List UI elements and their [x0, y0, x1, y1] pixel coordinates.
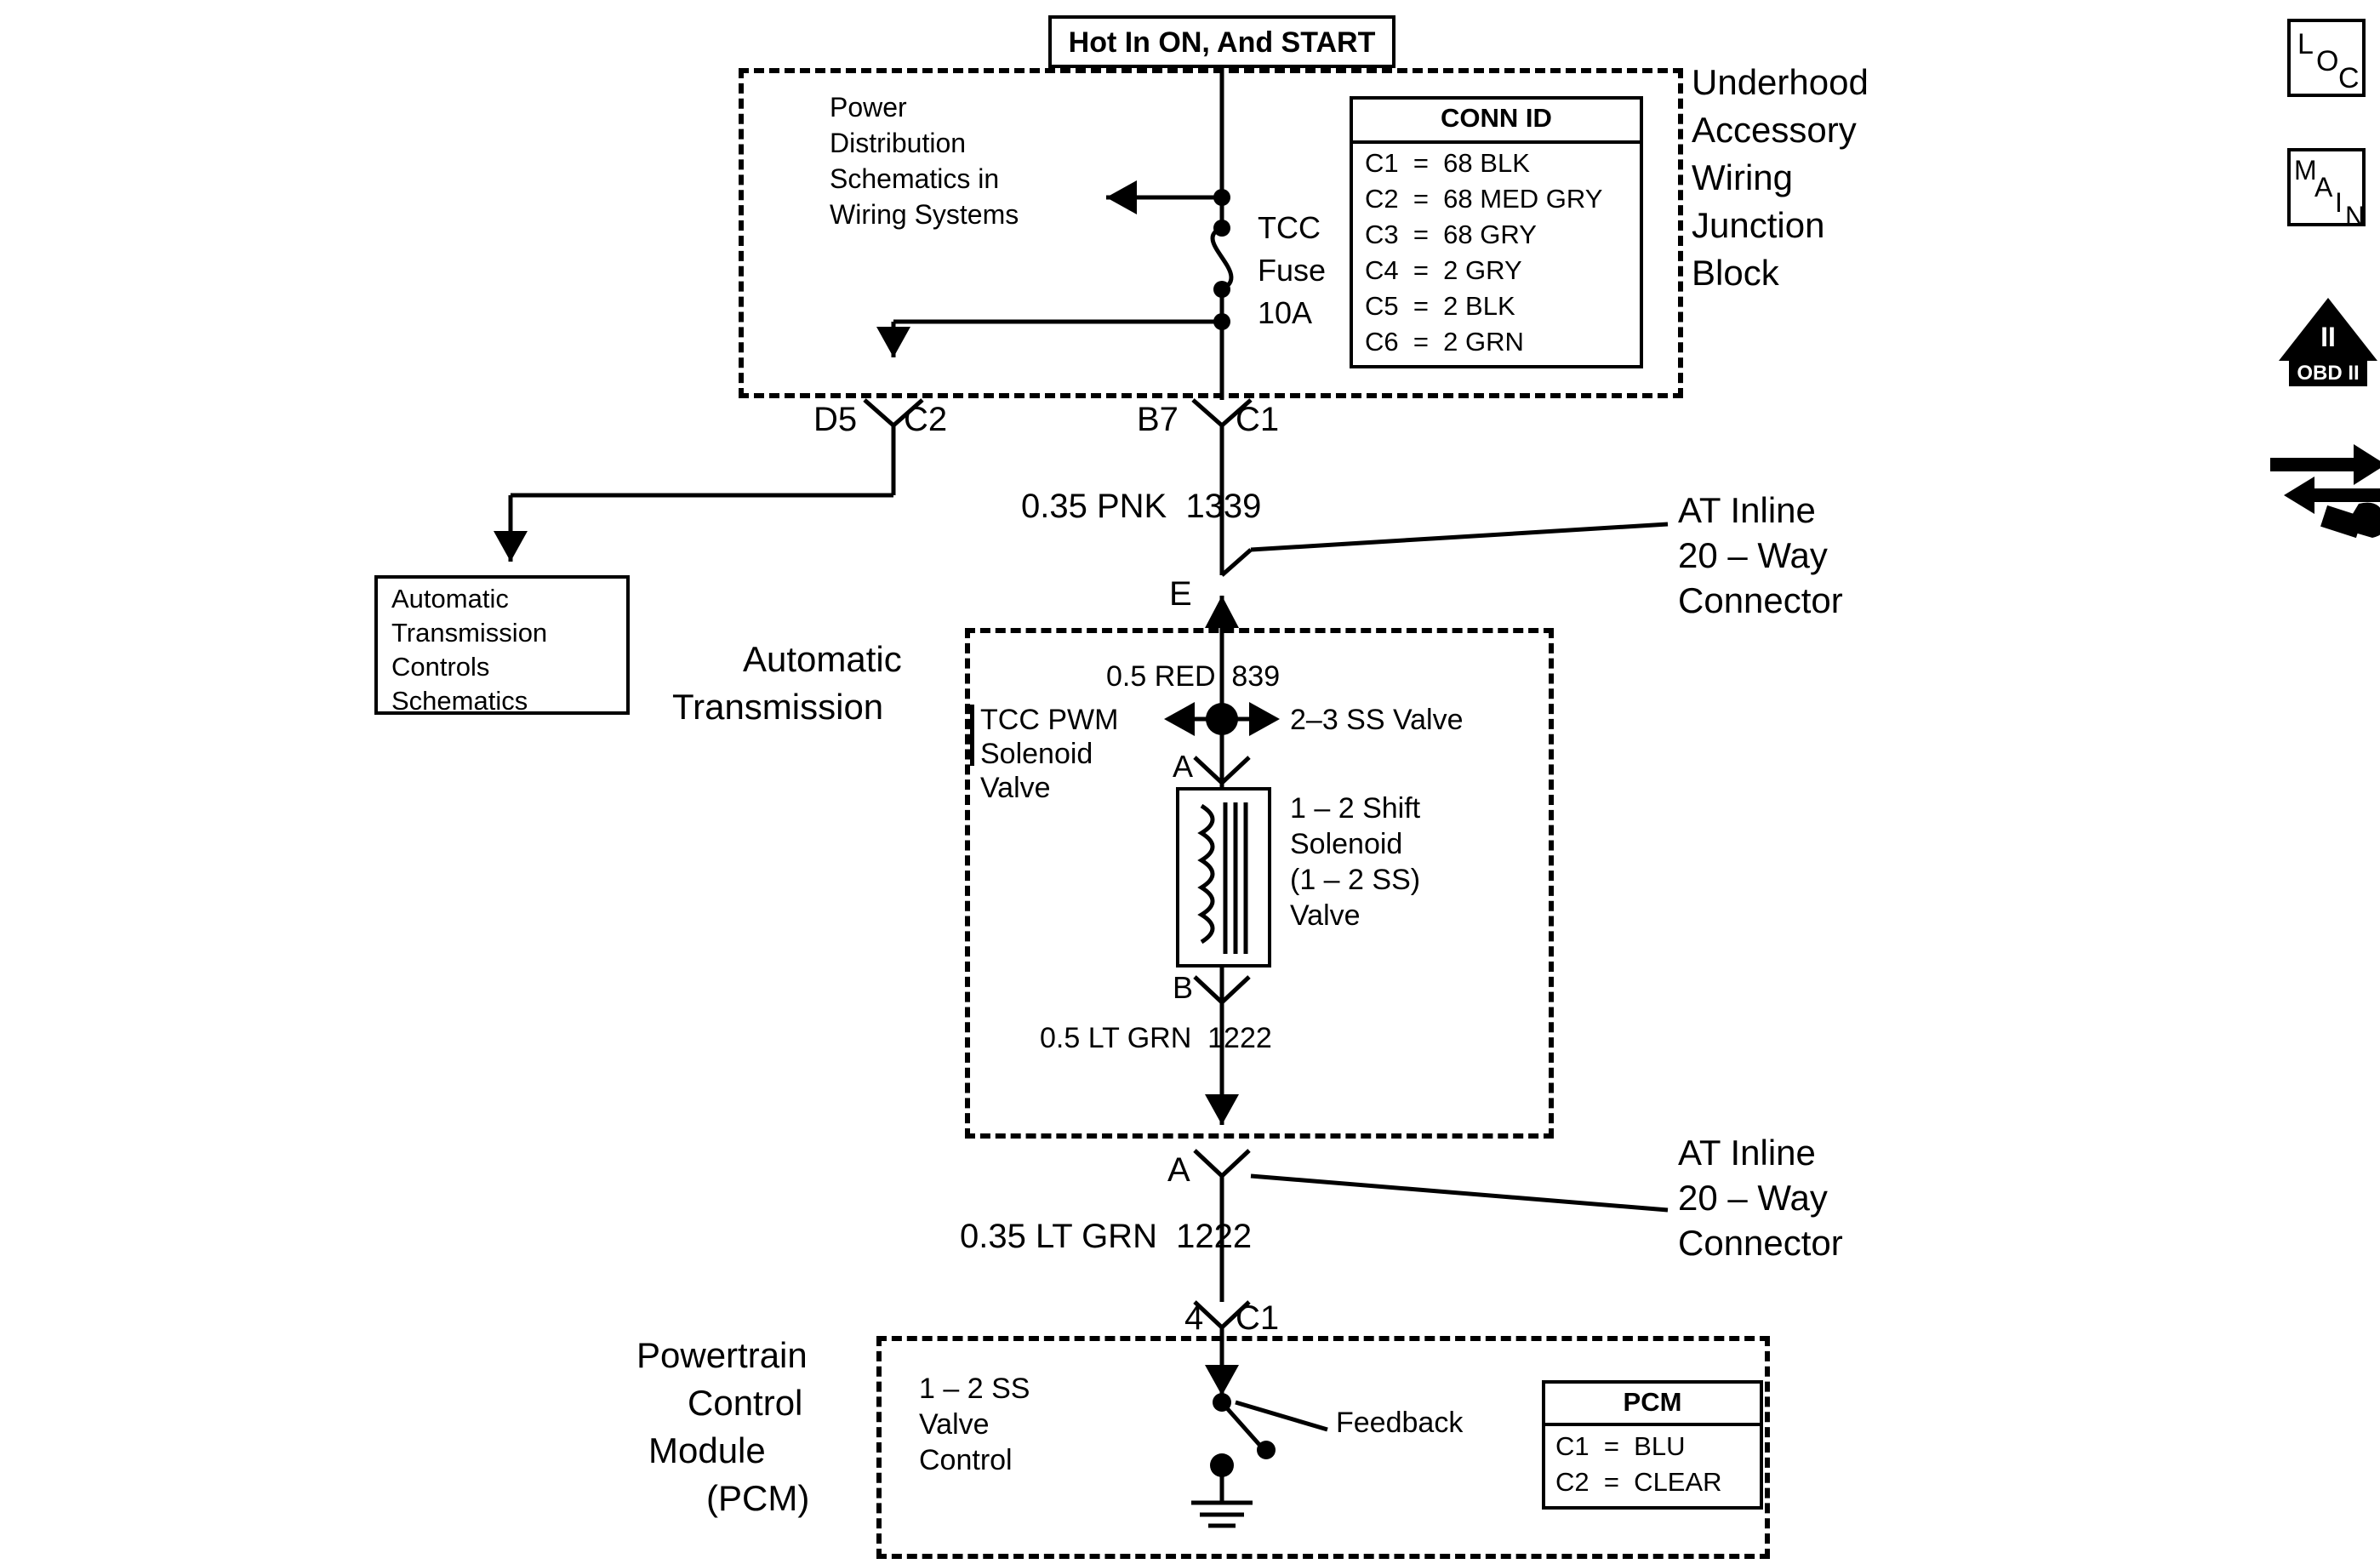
tcc-fuse-type: Fuse [1258, 253, 1327, 288]
solenoid-label-line-2: Solenoid [1290, 828, 1403, 860]
underhood-title-line-1: Underhood [1692, 62, 1869, 102]
at-inline-top-line-1: AT Inline [1678, 490, 1816, 530]
loc-icon-letter-l: L [2297, 28, 2314, 60]
main-icon-letter-m: M [2294, 155, 2317, 186]
underhood-title-line-3: Wiring [1692, 157, 1794, 197]
solenoid-label-line-3: (1 – 2 SS) [1290, 864, 1421, 896]
pcm-control-line-1: 1 – 2 SS [919, 1373, 1030, 1405]
tcc-pwm-line-1: TCC PWM [980, 704, 1119, 736]
main-icon-letter-i: I [2335, 187, 2343, 218]
main-icon-letter-a: A [2314, 172, 2333, 203]
underhood-title-line-4: Junction [1692, 205, 1825, 245]
at-inline-top-line-3: Connector [1678, 580, 1843, 620]
conn-c2-label: C2 [904, 401, 948, 438]
main-icon-letter-n: N [2345, 201, 2366, 231]
ss-valve-label: 2–3 SS Valve [1290, 704, 1464, 736]
tcc-pwm-line-2: Solenoid [980, 738, 1093, 770]
loc-icon-letter-c: C [2338, 62, 2360, 94]
at-inline-bottom-line-2: 20 – Way [1678, 1178, 1828, 1218]
pcm-control-line-2: Valve [919, 1408, 990, 1441]
loc-icon-letter-o: O [2316, 45, 2339, 77]
solenoid-label-line-1: 1 – 2 Shift [1290, 792, 1421, 825]
pcm-pin-number-label: 4 [1184, 1299, 1204, 1337]
pcm-title-line-3: Module [648, 1430, 766, 1470]
wire-label-ltgrn-1222-outer: 0.35 LT GRN 1222 [960, 1218, 1253, 1255]
pin-b7-label: B7 [1137, 401, 1179, 438]
pcm-conn-row-2: C2 = CLEAR [1555, 1467, 1722, 1497]
pcm-conn-header: PCM [1623, 1387, 1682, 1417]
conn-id-row-5: C5 = 2 BLK [1365, 291, 1515, 321]
tcc-label-bar [970, 705, 974, 766]
pcm-title-line-1: Powertrain [636, 1335, 808, 1375]
atc-box-line-2: Transmission [391, 618, 548, 648]
tcc-pwm-line-3: Valve [980, 772, 1051, 804]
pcm-pin-conn-label: C1 [1236, 1299, 1280, 1337]
conn-id-header: CONN ID [1441, 103, 1552, 133]
pcm-conn-row-1: C1 = BLU [1555, 1431, 1686, 1461]
conn-id-row-3: C3 = 68 GRY [1365, 220, 1537, 249]
pcm-conn-header-divider [1542, 1423, 1763, 1426]
solenoid-pin-b-label: B [1173, 970, 1194, 1005]
wrench-arrow-icon[interactable] [2270, 425, 2380, 536]
wire-label-ltgrn-1222-inner: 0.5 LT GRN 1222 [1040, 1022, 1272, 1054]
wire-label-red-839: 0.5 RED 839 [1106, 660, 1281, 693]
pcm-control-line-3: Control [919, 1444, 1013, 1476]
tcc-fuse-rating: 10A [1258, 295, 1313, 330]
pcm-title-line-2: Control [688, 1383, 803, 1423]
at-inline-top-line-2: 20 – Way [1678, 535, 1828, 575]
underhood-title-line-2: Accessory [1692, 110, 1857, 150]
underhood-title-line-5: Block [1692, 253, 1779, 293]
power-distribution-note-line-4: Wiring Systems [830, 199, 1019, 230]
pin-e-label: E [1169, 575, 1192, 613]
obd-icon-bottom-label: OBD II [2297, 362, 2360, 385]
atc-box-line-1: Automatic [391, 584, 509, 614]
tcc-fuse-name: TCC [1258, 210, 1321, 245]
power-distribution-note-line-2: Distribution [830, 128, 967, 158]
at-inline-bottom-line-3: Connector [1678, 1223, 1843, 1263]
conn-c1-label: C1 [1236, 401, 1280, 438]
atc-box-line-3: Controls [391, 652, 490, 682]
pcm-feedback-label: Feedback [1336, 1407, 1464, 1439]
pin-d5-label: D5 [813, 401, 858, 438]
transmission-title-line-2: Transmission [672, 687, 884, 727]
solenoid-label-line-4: Valve [1290, 899, 1361, 932]
conn-id-row-6: C6 = 2 GRN [1365, 327, 1524, 357]
power-distribution-note-line-1: Power [830, 92, 907, 123]
atc-box-line-4: Schematics [391, 686, 528, 716]
conn-id-row-2: C2 = 68 MED GRY [1365, 184, 1603, 214]
obd-icon-top-label: II [2320, 322, 2336, 352]
pcm-title-line-4: (PCM) [706, 1478, 810, 1518]
conn-id-row-1: C1 = 68 BLK [1365, 148, 1530, 178]
power-distribution-note-line-3: Schematics in [830, 163, 1000, 194]
solenoid-coil-svg [1176, 787, 1271, 968]
solenoid-pin-a-label: A [1173, 749, 1194, 784]
hot-in-on-start-label: Hot In ON, And START [1068, 26, 1376, 59]
wire-label-pnk-1339: 0.35 PNK 1339 [1021, 488, 1262, 525]
at-inline-bottom-line-1: AT Inline [1678, 1133, 1816, 1173]
pin-a-bottom-label: A [1167, 1151, 1190, 1189]
transmission-title-line-1: Automatic [743, 639, 902, 679]
conn-id-row-4: C4 = 2 GRY [1365, 255, 1522, 285]
